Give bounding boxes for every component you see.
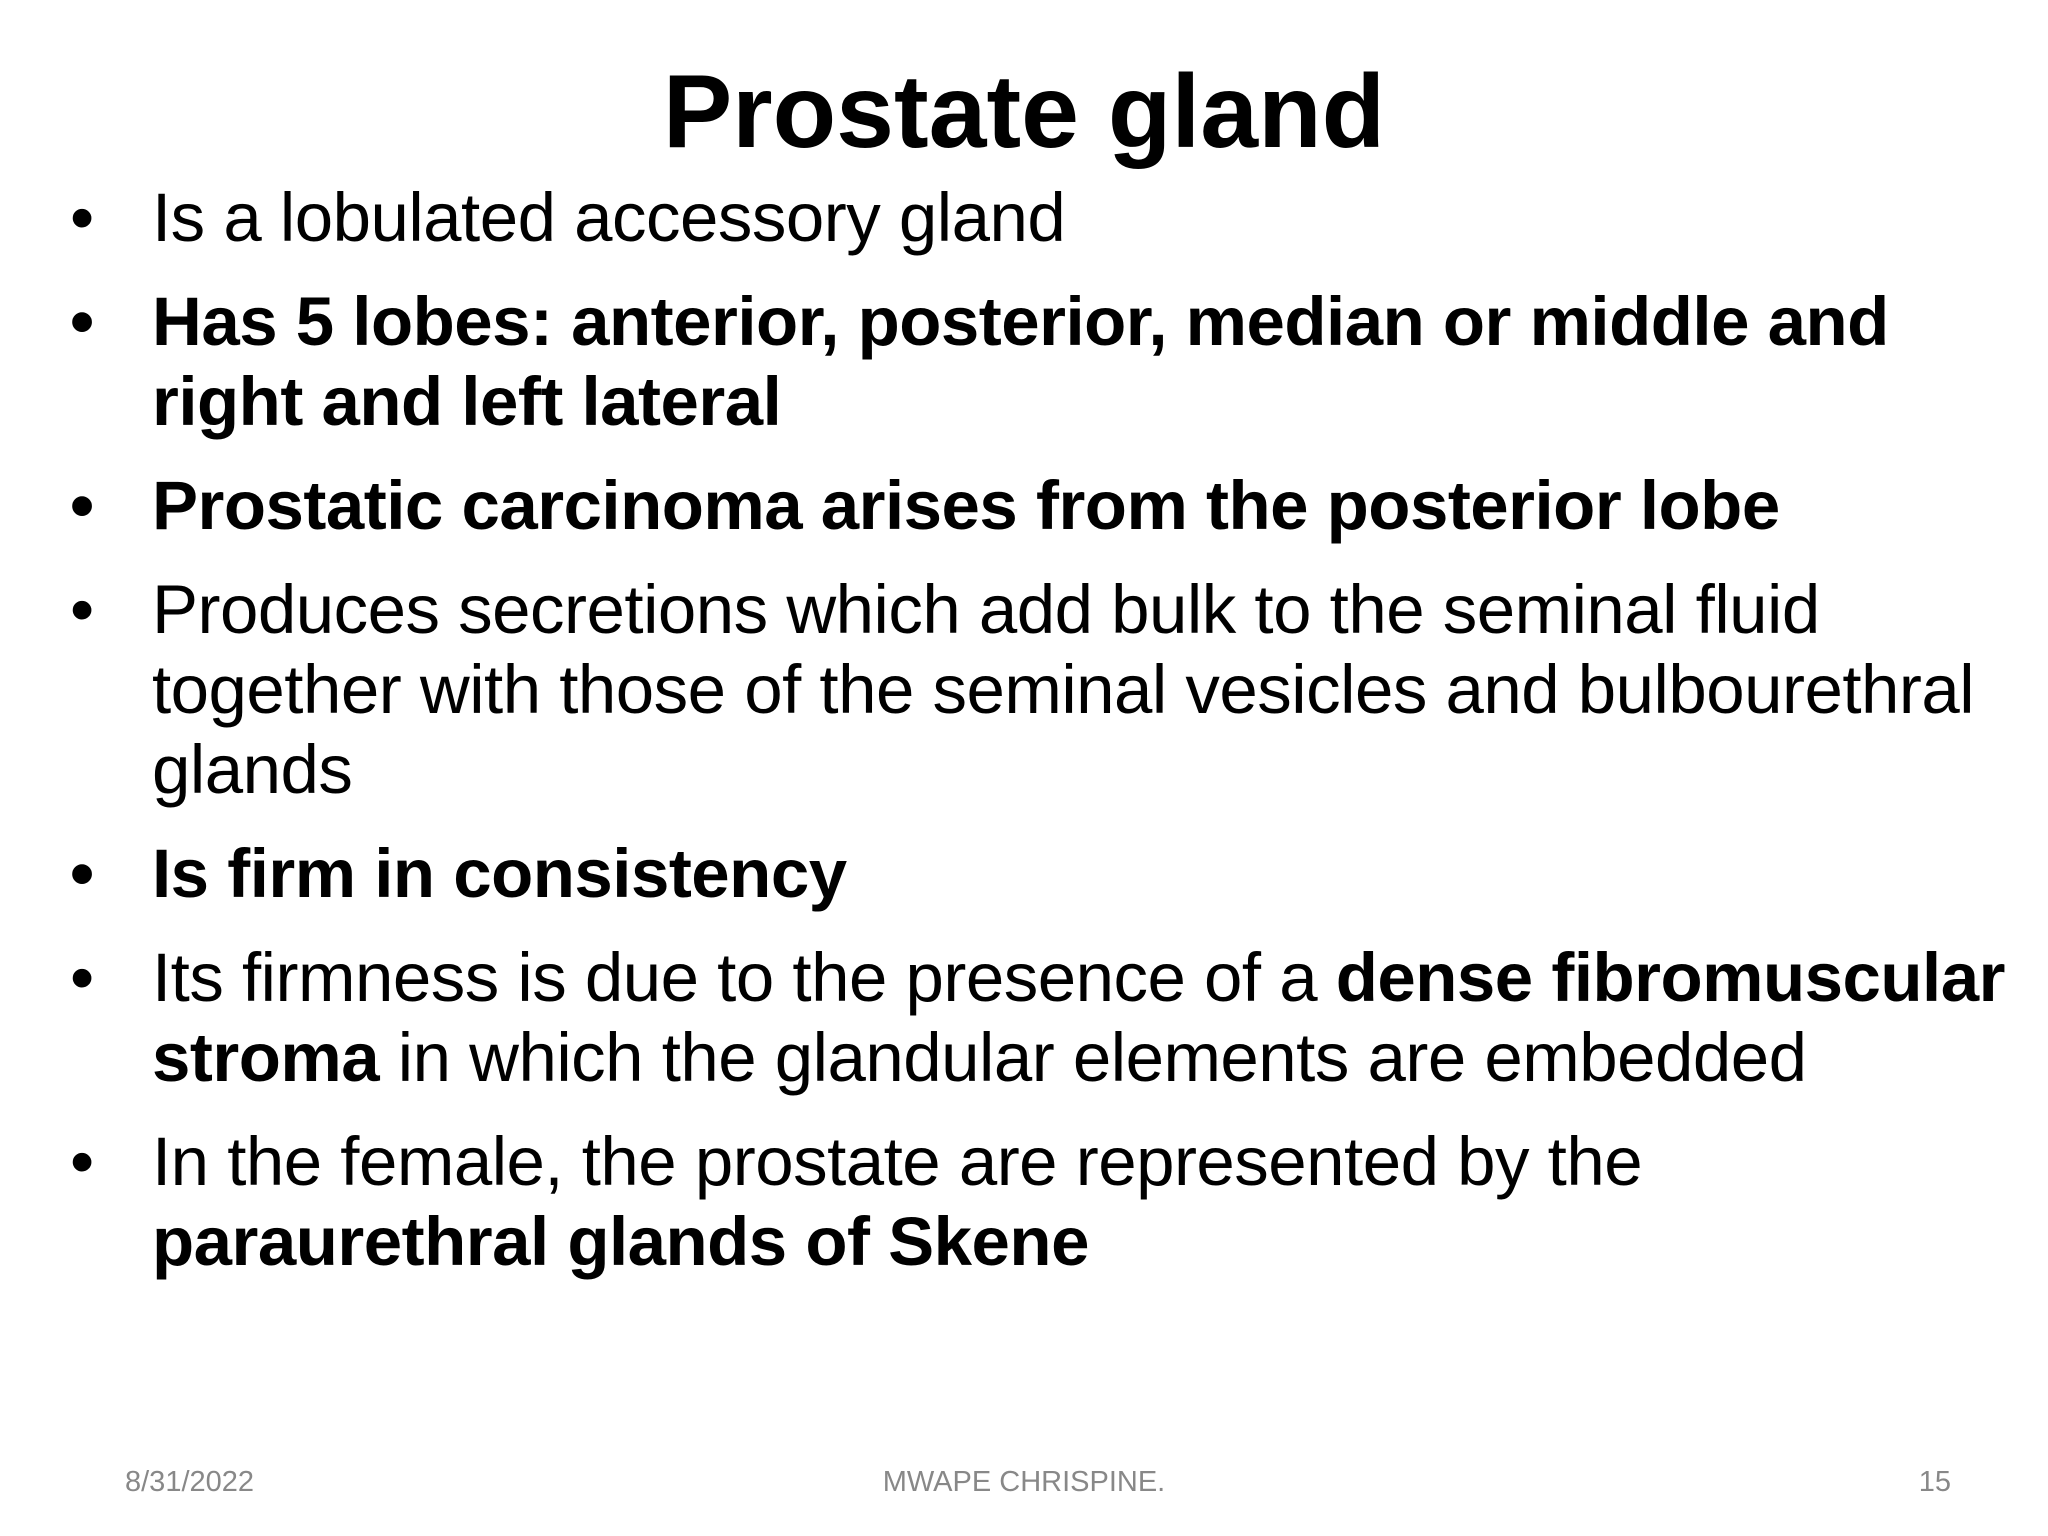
bullet-item bbox=[70, 466, 2010, 546]
bullet-item bbox=[70, 178, 2010, 258]
bullet-list bbox=[70, 178, 2010, 1306]
bullet-text: Its firmness is due to the presence of a bbox=[152, 939, 1336, 1016]
bullet-item bbox=[70, 282, 2010, 442]
bullet-marker: • bbox=[70, 467, 94, 544]
footer-date: 8/31/2022 bbox=[125, 1466, 255, 1498]
bullet-marker: • bbox=[70, 835, 94, 912]
bullet-marker: • bbox=[70, 1123, 94, 1200]
bullet-marker: • bbox=[70, 283, 94, 360]
bullet-text-bold: Prostatic carcinoma arises from the posterior lobe bbox=[152, 467, 1780, 544]
footer-author: MWAPE CHRISPINE. bbox=[882, 1466, 1166, 1498]
bullet-text: in which the glandular elements are embedded bbox=[379, 1019, 1807, 1096]
bullet-item bbox=[70, 570, 2010, 810]
bullet-item bbox=[70, 834, 2010, 914]
bullet-marker: • bbox=[70, 939, 94, 1016]
bullet-text-bold: dense fibromuscular stroma bbox=[152, 939, 2005, 1096]
footer-page-number: 15 bbox=[1918, 1466, 1951, 1498]
bullet-text-bold: Is firm in consistency bbox=[152, 835, 847, 912]
bullet-text: Is a lobulated accessory gland bbox=[152, 179, 1066, 256]
bullet-item bbox=[70, 1122, 2010, 1282]
bullet-marker: • bbox=[70, 571, 94, 648]
bullet-text-bold: paraurethral glands of Skene bbox=[152, 1203, 1089, 1280]
bullet-item bbox=[70, 938, 2010, 1098]
bullet-text: In the female, the prostate are represented by the bbox=[152, 1123, 1643, 1200]
bullet-marker: • bbox=[70, 179, 94, 256]
slide-title: Prostate gland bbox=[662, 54, 1386, 170]
bullet-text-bold: Has 5 lobes: anterior, posterior, median or middle and right and left lateral bbox=[152, 283, 1889, 440]
bullet-text: Produces secretions which add bulk to the seminal fluid together with those of the seminal vesicles and bulbourethral glands bbox=[152, 571, 1975, 808]
